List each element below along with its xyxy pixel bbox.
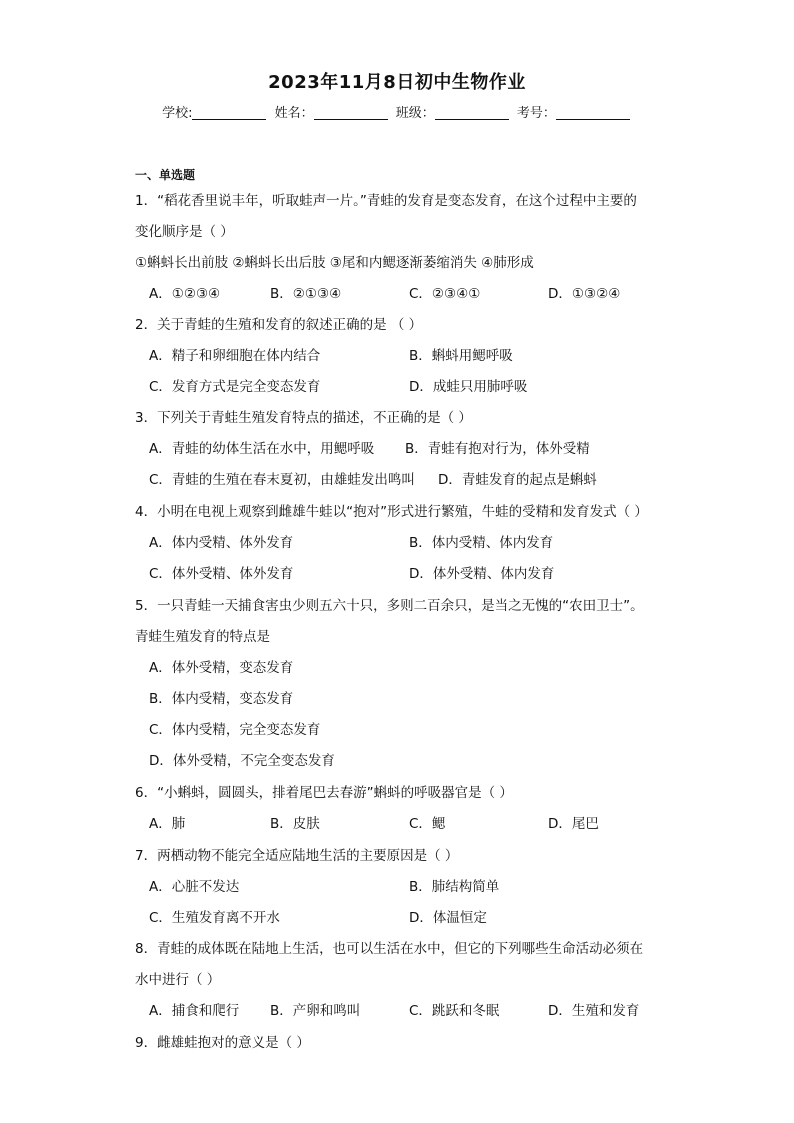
question-3-option-a[interactable]: A．青蛙的幼体生活在水中，用鳃呼吸	[149, 441, 375, 457]
question-4-option-c[interactable]: C．体外受精、体外发育	[149, 566, 294, 582]
question-6-option-b[interactable]: B．皮肤	[270, 816, 320, 832]
question-3-text: 3．下列关于青蛙生殖发育特点的描述，不正确的是（ ）	[135, 410, 472, 426]
exam-number-blank[interactable]	[556, 105, 630, 120]
question-8-option-d[interactable]: D．生殖和发育	[548, 1003, 640, 1019]
question-5-option-b[interactable]: B．体内受精，变态发育	[149, 691, 294, 707]
question-5-text-cont: 青蛙生殖发育的特点是	[135, 629, 270, 645]
question-8-option-c[interactable]: C．跳跃和冬眠	[409, 1003, 500, 1019]
question-5-option-d[interactable]: D．体外受精，不完全变态发育	[149, 753, 335, 769]
name-label: 姓名：	[274, 106, 314, 121]
school-field	[162, 102, 268, 121]
school-label: 学校:	[162, 106, 193, 121]
name-blank[interactable]	[314, 105, 388, 120]
question-4-option-d[interactable]: D．体外受精、体内发育	[409, 566, 555, 582]
question-2-option-a[interactable]: A．精子和卵细胞在体内结合	[149, 348, 321, 364]
question-5-text: 5．一只青蛙一天捕食害虫少则五六十只，多则二百余只，是当之无愧的“农田卫士”。	[135, 598, 644, 614]
question-1-option-d[interactable]: D．①③②④	[548, 286, 621, 302]
question-1-option-a[interactable]: A．①②③④	[149, 286, 221, 302]
student-info-line	[0, 102, 794, 121]
school-blank[interactable]	[192, 105, 266, 120]
question-1-text-cont: 变化顺序是（ ）	[135, 224, 234, 240]
question-6-option-c[interactable]: C．鳃	[409, 816, 446, 832]
question-1-statements: ①蝌蚪长出前肢 ②蝌蚪长出后肢 ③尾和内鳃逐渐萎缩消失 ④肺形成	[135, 255, 534, 271]
question-9-text: 9．雌雄蛙抱对的意义是（ ）	[135, 1035, 310, 1051]
question-8-text-cont: 水中进行（ ）	[135, 972, 221, 988]
question-4-option-b[interactable]: B．体内受精、体内发育	[409, 535, 554, 551]
question-7-text: 7．两栖动物不能完全适应陆地生活的主要原因是（ ）	[135, 848, 459, 864]
question-1-option-c[interactable]: C．②③④①	[409, 286, 481, 302]
question-5-option-a[interactable]: A．体外受精，变态发育	[149, 660, 294, 676]
class-blank[interactable]	[435, 105, 509, 120]
exam-number-field	[517, 102, 632, 121]
question-2-text: 2．关于青蛙的生殖和发育的叙述正确的是 （ ）	[135, 317, 423, 333]
question-7-option-a[interactable]: A．心脏不发达	[149, 879, 240, 895]
question-8-text: 8．青蛙的成体既在陆地上生活，也可以生活在水中，但它的下列哪些生命活动必须在	[135, 941, 644, 957]
question-7-option-d[interactable]: D．体温恒定	[409, 910, 487, 926]
question-1-text: 1．“稻花香里说丰年，听取蛙声一片。”青蛙的发育是变态发育，在这个过程中主要的	[135, 193, 637, 209]
question-2-option-b[interactable]: B．蝌蚪用鳃呼吸	[409, 348, 513, 364]
question-7-option-b[interactable]: B．肺结构简单	[409, 879, 500, 895]
question-7-option-c[interactable]: C．生殖发育离不开水	[149, 910, 280, 926]
question-3-option-d[interactable]: D．青蛙发育的起点是蝌蚪	[438, 472, 597, 488]
question-1-option-b[interactable]: B．②①③④	[270, 286, 342, 302]
question-2-option-c[interactable]: C．发育方式是完全变态发育	[149, 379, 321, 395]
question-5-option-c[interactable]: C．体内受精，完全变态发育	[149, 722, 321, 738]
question-8-option-a[interactable]: A．捕食和爬行	[149, 1003, 240, 1019]
question-4-text: 4．小明在电视上观察到雌雄牛蛙以“抱对”形式进行繁殖，牛蛙的受精和发育发式（ ）	[135, 504, 648, 520]
question-6-option-d[interactable]: D．尾巴	[548, 816, 599, 832]
question-4-option-a[interactable]: A．体内受精、体外发育	[149, 535, 294, 551]
question-3-option-c[interactable]: C．青蛙的生殖在春末夏初，由雄蛙发出鸣叫	[149, 472, 415, 488]
class-label: 班级：	[395, 106, 435, 121]
question-6-option-a[interactable]: A．肺	[149, 816, 186, 832]
class-field	[396, 102, 511, 121]
exam-number-label: 考号：	[516, 106, 556, 121]
question-8-option-b[interactable]: B．产卵和鸣叫	[270, 1003, 361, 1019]
question-2-option-d[interactable]: D．成蛙只用肺呼吸	[409, 379, 528, 395]
page-title: 2023年11月8日初中生物作业	[268, 72, 526, 93]
question-3-option-b[interactable]: B．青蛙有抱对行为，体外受精	[405, 441, 590, 457]
question-6-text: 6．“小蝌蚪，圆圆头，排着尾巴去春游”蝌蚪的呼吸器官是（ ）	[135, 785, 513, 801]
section-heading: 一、单选题	[135, 168, 196, 182]
name-field	[275, 102, 390, 121]
